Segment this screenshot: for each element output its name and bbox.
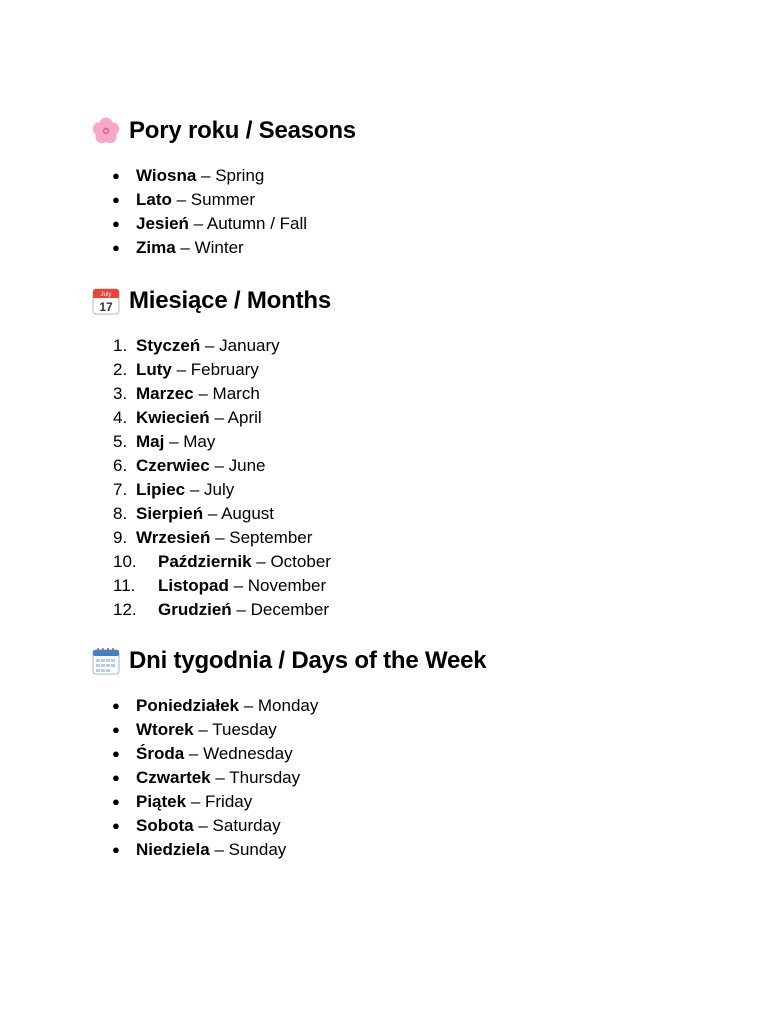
list-bullet: ●: [112, 192, 120, 207]
english-translation: – Monday: [243, 696, 319, 715]
polish-word: Grudzień: [158, 600, 232, 619]
polish-word: Lipiec: [136, 480, 186, 499]
months-heading-text: Miesiące / Months: [129, 287, 331, 314]
polish-word: Zima: [136, 238, 176, 257]
polish-word: Środa: [136, 744, 185, 763]
polish-word: Kwiecień: [136, 408, 210, 427]
english-translation: – March: [198, 384, 260, 403]
list-number: 5.: [113, 432, 128, 451]
polish-word: Sobota: [136, 816, 194, 835]
english-translation: – June: [214, 456, 266, 475]
polish-word: Styczeń: [136, 336, 201, 355]
list-bullet: ●: [112, 794, 120, 809]
list-bullet: ●: [112, 216, 120, 231]
list-number: 8.: [113, 504, 128, 523]
english-translation: – August: [207, 504, 274, 523]
english-translation: – Sunday: [214, 840, 287, 859]
list-number: 1.: [113, 336, 128, 355]
list-number: 9.: [113, 528, 128, 547]
polish-word: Lato: [136, 190, 172, 209]
list-number: 2.: [113, 360, 128, 379]
english-translation: – Summer: [176, 190, 256, 209]
polish-word: Maj: [136, 432, 165, 451]
days-heading-text: Dni tygodnia / Days of the Week: [129, 647, 487, 674]
days-heading: [91, 644, 486, 678]
polish-word: Sierpień: [136, 504, 204, 523]
polish-word: Październik: [158, 552, 252, 571]
list-number: 6.: [113, 456, 128, 475]
polish-word: Marzec: [136, 384, 194, 403]
polish-word: Wrzesień: [136, 528, 211, 547]
list-bullet: ●: [112, 698, 120, 713]
list-bullet: ●: [112, 746, 120, 761]
polish-word: Piątek: [136, 792, 187, 811]
list-number: 3.: [113, 384, 128, 403]
english-translation: – February: [176, 360, 259, 379]
polish-word: Luty: [136, 360, 172, 379]
english-translation: – September: [215, 528, 313, 547]
english-translation: – Winter: [180, 238, 244, 257]
list-number: 11.: [113, 576, 136, 595]
list-number: 7.: [113, 480, 128, 499]
english-translation: – Friday: [190, 792, 253, 811]
polish-word: Czerwiec: [136, 456, 210, 475]
calendar-month-label: July: [100, 292, 112, 299]
calendar-july-17-icon: [91, 286, 121, 316]
list-bullet: ●: [112, 818, 120, 833]
list-number: 4.: [113, 408, 128, 427]
list-bullet: ●: [112, 770, 120, 785]
list-bullet: ●: [112, 722, 120, 737]
english-translation: – July: [189, 480, 235, 499]
months-heading: [91, 284, 331, 318]
polish-word: Niedziela: [136, 840, 210, 859]
english-translation: – November: [233, 576, 327, 595]
english-translation: – December: [236, 600, 330, 619]
polish-word: Czwartek: [136, 768, 211, 787]
spiral-calendar-icon: [91, 646, 121, 676]
english-translation: – January: [204, 336, 280, 355]
english-translation: – October: [256, 552, 331, 571]
polish-word: Jesień: [136, 214, 189, 233]
seasons-heading: [91, 114, 356, 148]
list-number: 10.: [113, 552, 137, 571]
english-translation: – Autumn / Fall: [193, 214, 308, 233]
english-translation: – May: [169, 432, 216, 451]
cherry-blossom-icon: [91, 116, 121, 146]
polish-word: Wtorek: [136, 720, 194, 739]
english-translation: – Spring: [201, 166, 265, 185]
list-bullet: ●: [112, 842, 120, 857]
calendar-day-label: 17: [99, 300, 113, 314]
list-bullet: ●: [112, 168, 120, 183]
list-number: 12.: [113, 600, 137, 619]
english-translation: – Thursday: [215, 768, 301, 787]
english-translation: – April: [214, 408, 262, 427]
seasons-heading-text: Pory roku / Seasons: [129, 117, 356, 144]
english-translation: – Tuesday: [198, 720, 277, 739]
polish-word: Poniedziałek: [136, 696, 239, 715]
english-translation: – Saturday: [198, 816, 281, 835]
list-bullet: ●: [112, 240, 120, 255]
polish-word: Wiosna: [136, 166, 197, 185]
english-translation: – Wednesday: [188, 744, 293, 763]
polish-word: Listopad: [158, 576, 229, 595]
